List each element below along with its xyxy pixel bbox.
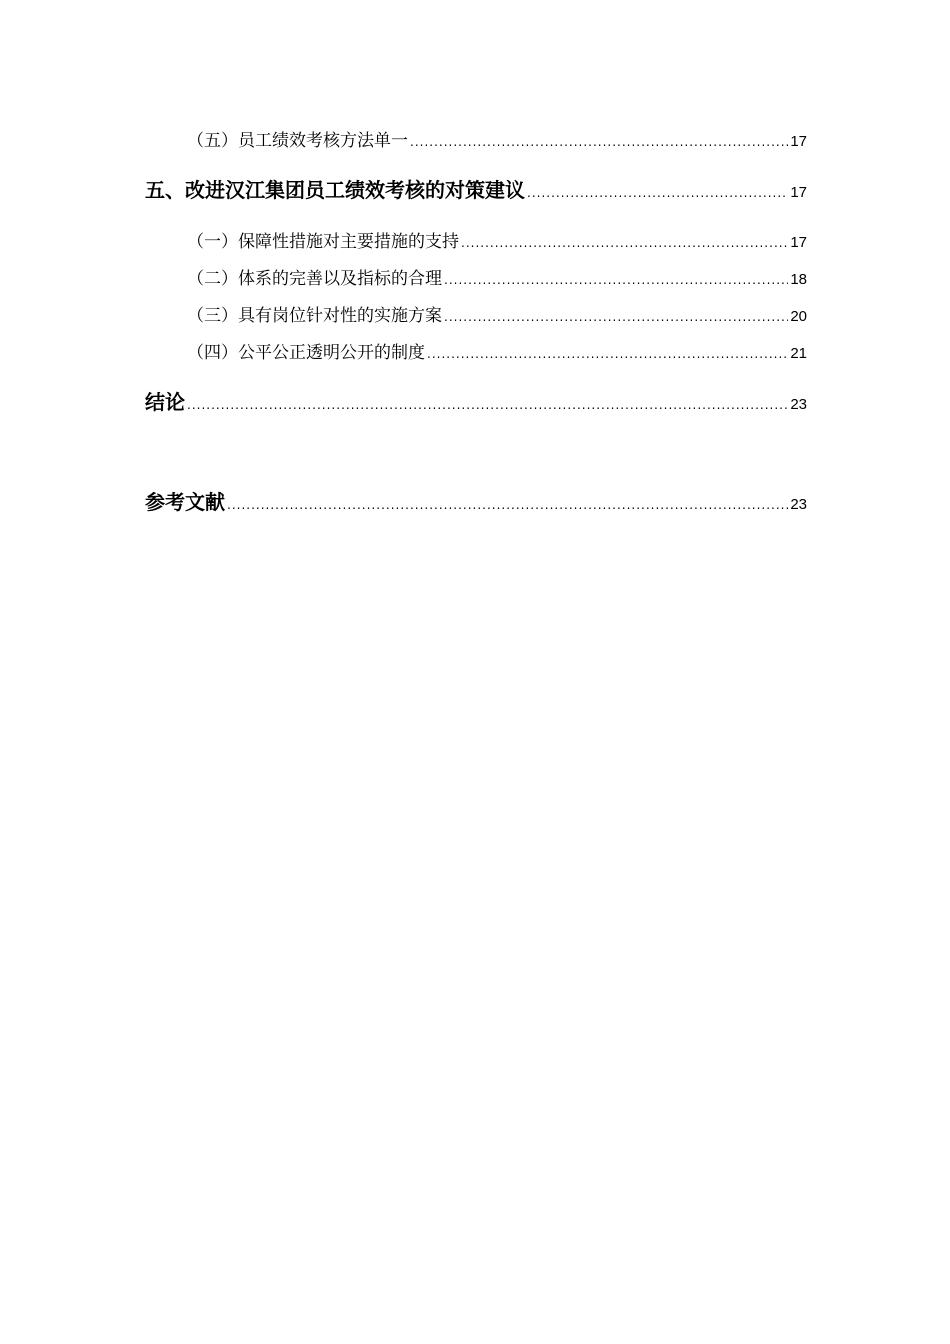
toc-dot-leader (444, 273, 788, 287)
toc-entry-page: 17 (790, 133, 807, 150)
toc-entry-title: （一）保障性措施对主要措施的支持 (187, 232, 459, 252)
toc-dot-leader (444, 310, 788, 324)
toc-entry[interactable] (145, 338, 807, 363)
toc-entry-page: 20 (790, 308, 807, 325)
toc-entry[interactable] (145, 227, 807, 252)
toc-entry-page: 21 (790, 345, 807, 362)
toc-entry[interactable] (145, 386, 807, 415)
toc-entry-page: 23 (790, 496, 807, 513)
toc-dot-leader (527, 186, 788, 200)
toc-entry-title: 结论 (145, 390, 185, 414)
toc-entry-title: （四）公平公正透明公开的制度 (187, 343, 425, 363)
toc-entry[interactable] (145, 486, 807, 515)
toc-entry-page: 17 (790, 184, 807, 201)
toc-entry[interactable] (145, 174, 807, 203)
toc-entry[interactable] (145, 301, 807, 326)
toc-entry-page: 18 (790, 271, 807, 288)
toc-entry-title: 五、改进汉江集团员工绩效考核的对策建议 (145, 178, 525, 202)
toc-dot-leader (461, 236, 788, 250)
toc-entry-title: （五）员工绩效考核方法单一 (187, 131, 408, 151)
toc-entry[interactable] (145, 126, 807, 151)
toc-entry-page: 23 (790, 396, 807, 413)
toc-dot-leader (427, 347, 788, 361)
toc-entry-title: （二）体系的完善以及指标的合理 (187, 269, 442, 289)
toc-dot-leader (227, 498, 788, 512)
toc-entry-title: 参考文献 (145, 490, 225, 514)
toc-dot-leader (187, 398, 788, 412)
toc-entry-title: （三）具有岗位针对性的实施方案 (187, 306, 442, 326)
toc-entry-page: 17 (790, 234, 807, 251)
toc-entry[interactable] (145, 264, 807, 289)
toc-dot-leader (410, 135, 788, 149)
